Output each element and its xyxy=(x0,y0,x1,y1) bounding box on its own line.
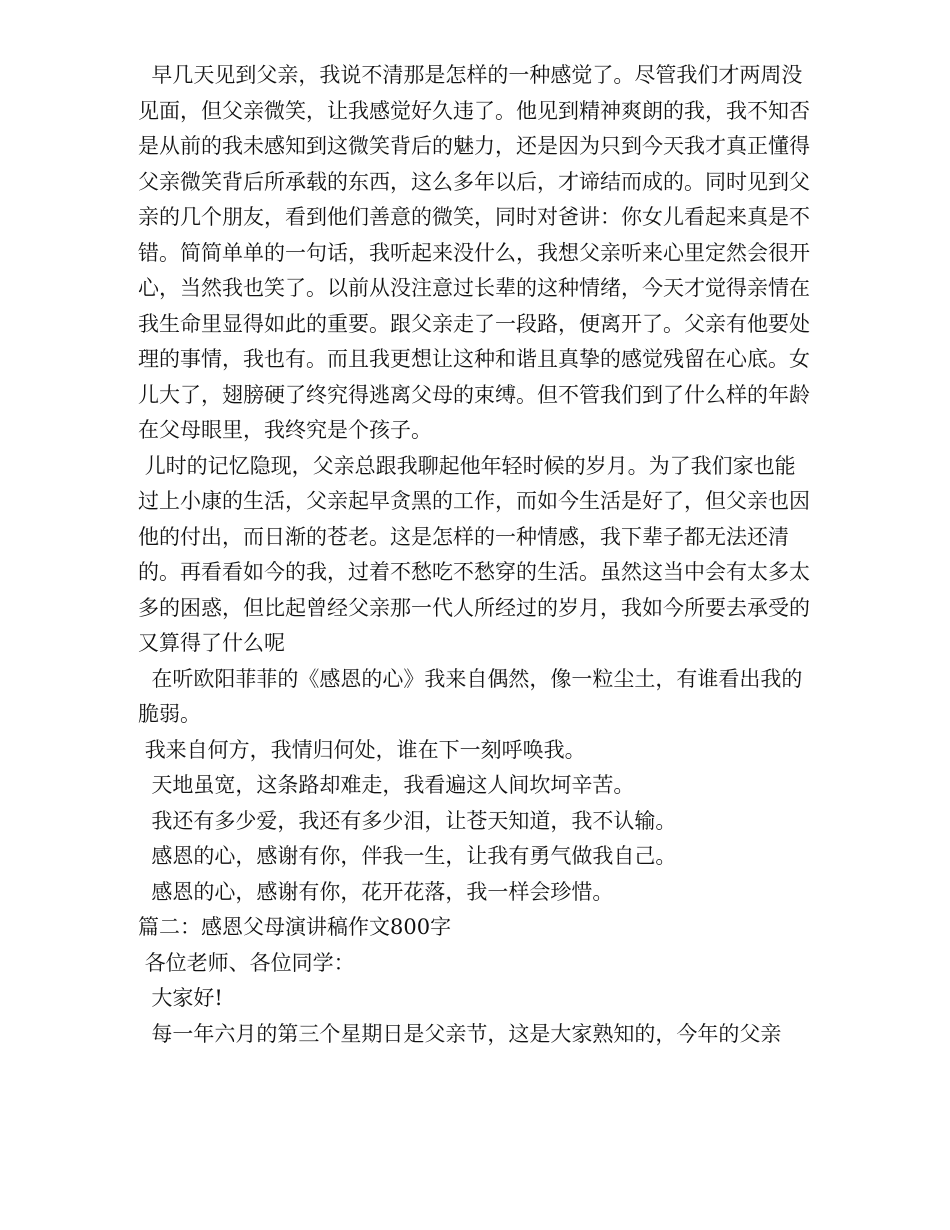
paragraph-lyric-1: 我来自何方，我情归何处，谁在下一刻呼唤我。 xyxy=(138,737,586,762)
paragraph-salutation: 各位老师、各位同学： xyxy=(138,950,355,975)
paragraph-song-intro: 在听欧阳菲菲的《感恩的心》我来自偶然，像一粒尘土，有谁看出我的脆弱。 xyxy=(138,666,803,726)
paragraph-greeting: 大家好! xyxy=(138,986,223,1010)
paragraph-childhood-memory: 儿时的记忆隐现，父亲总跟我聊起他年轻时候的岁月。为了我们家也能过上小康的生活，父亲起早贪黑的工作，而如今生活是好了，但父亲也因他的付出，而日渐的苍老。这是怎样的一种情感，我下辈子都无法还清的。再看看如今的我，过着不愁吃不愁穿的生活。虽然这当中会有太多太多的困惑，但比起曾经父亲那一代人所经过的岁月，我如今所要去承受的又算得了什么呢 xyxy=(138,453,810,655)
section-heading: 篇二：感恩父母演讲稿作文800字 xyxy=(138,915,452,939)
paragraph-father-smile: 早几天见到父亲，我说不清那是怎样的一种感觉了。尽管我们才两周没见面，但父亲微笑，让我感觉好久违了。他见到精神爽朗的我，我不知否是从前的我未感知到这微笑背后的魅力，还是因为只到今天我才真正懂得父亲微笑背后所承载的东西，这么多年以后，才谛结而成的。同时见到父亲的几个朋友，看到他们善意的微笑，同时对爸讲：你女儿看起来真是不错。简简单单的一句话，我听起来没什么，我想父亲听来心里定然会很开心，当然我也笑了。以前从没注意过长辈的这种情绪，今天才觉得亲情在我生命里显得如此的重要。跟父亲走了一段路，便离开了。父亲有他要处理的事情，我也有。而且我更想让这种和谐且真挚的感觉残留在心底。女儿大了，翅膀硬了终究得逃离父母的束缚。但不管我们到了什么样的年龄在父母眼里，我终究是个孩子。 xyxy=(138,63,810,442)
paragraph-lyric-2: 天地虽宽，这条路却难走，我看遍这人间坎坷辛苦。 xyxy=(138,773,635,797)
document-body xyxy=(138,58,814,1052)
paragraph-lyric-4: 感恩的心，感谢有你，伴我一生，让我有勇气做我自己。 xyxy=(138,844,677,868)
paragraph-lyric-3: 我还有多少爱，我还有多少泪，让苍天知道，我不认输。 xyxy=(138,808,677,833)
paragraph-fathers-day: 每一年六月的第三个星期日是父亲节，这是大家熟知的，今年的父亲 xyxy=(138,1021,782,1046)
paragraph-lyric-5: 感恩的心，感谢有你，花开花落，我一样会珍惜。 xyxy=(138,879,614,904)
